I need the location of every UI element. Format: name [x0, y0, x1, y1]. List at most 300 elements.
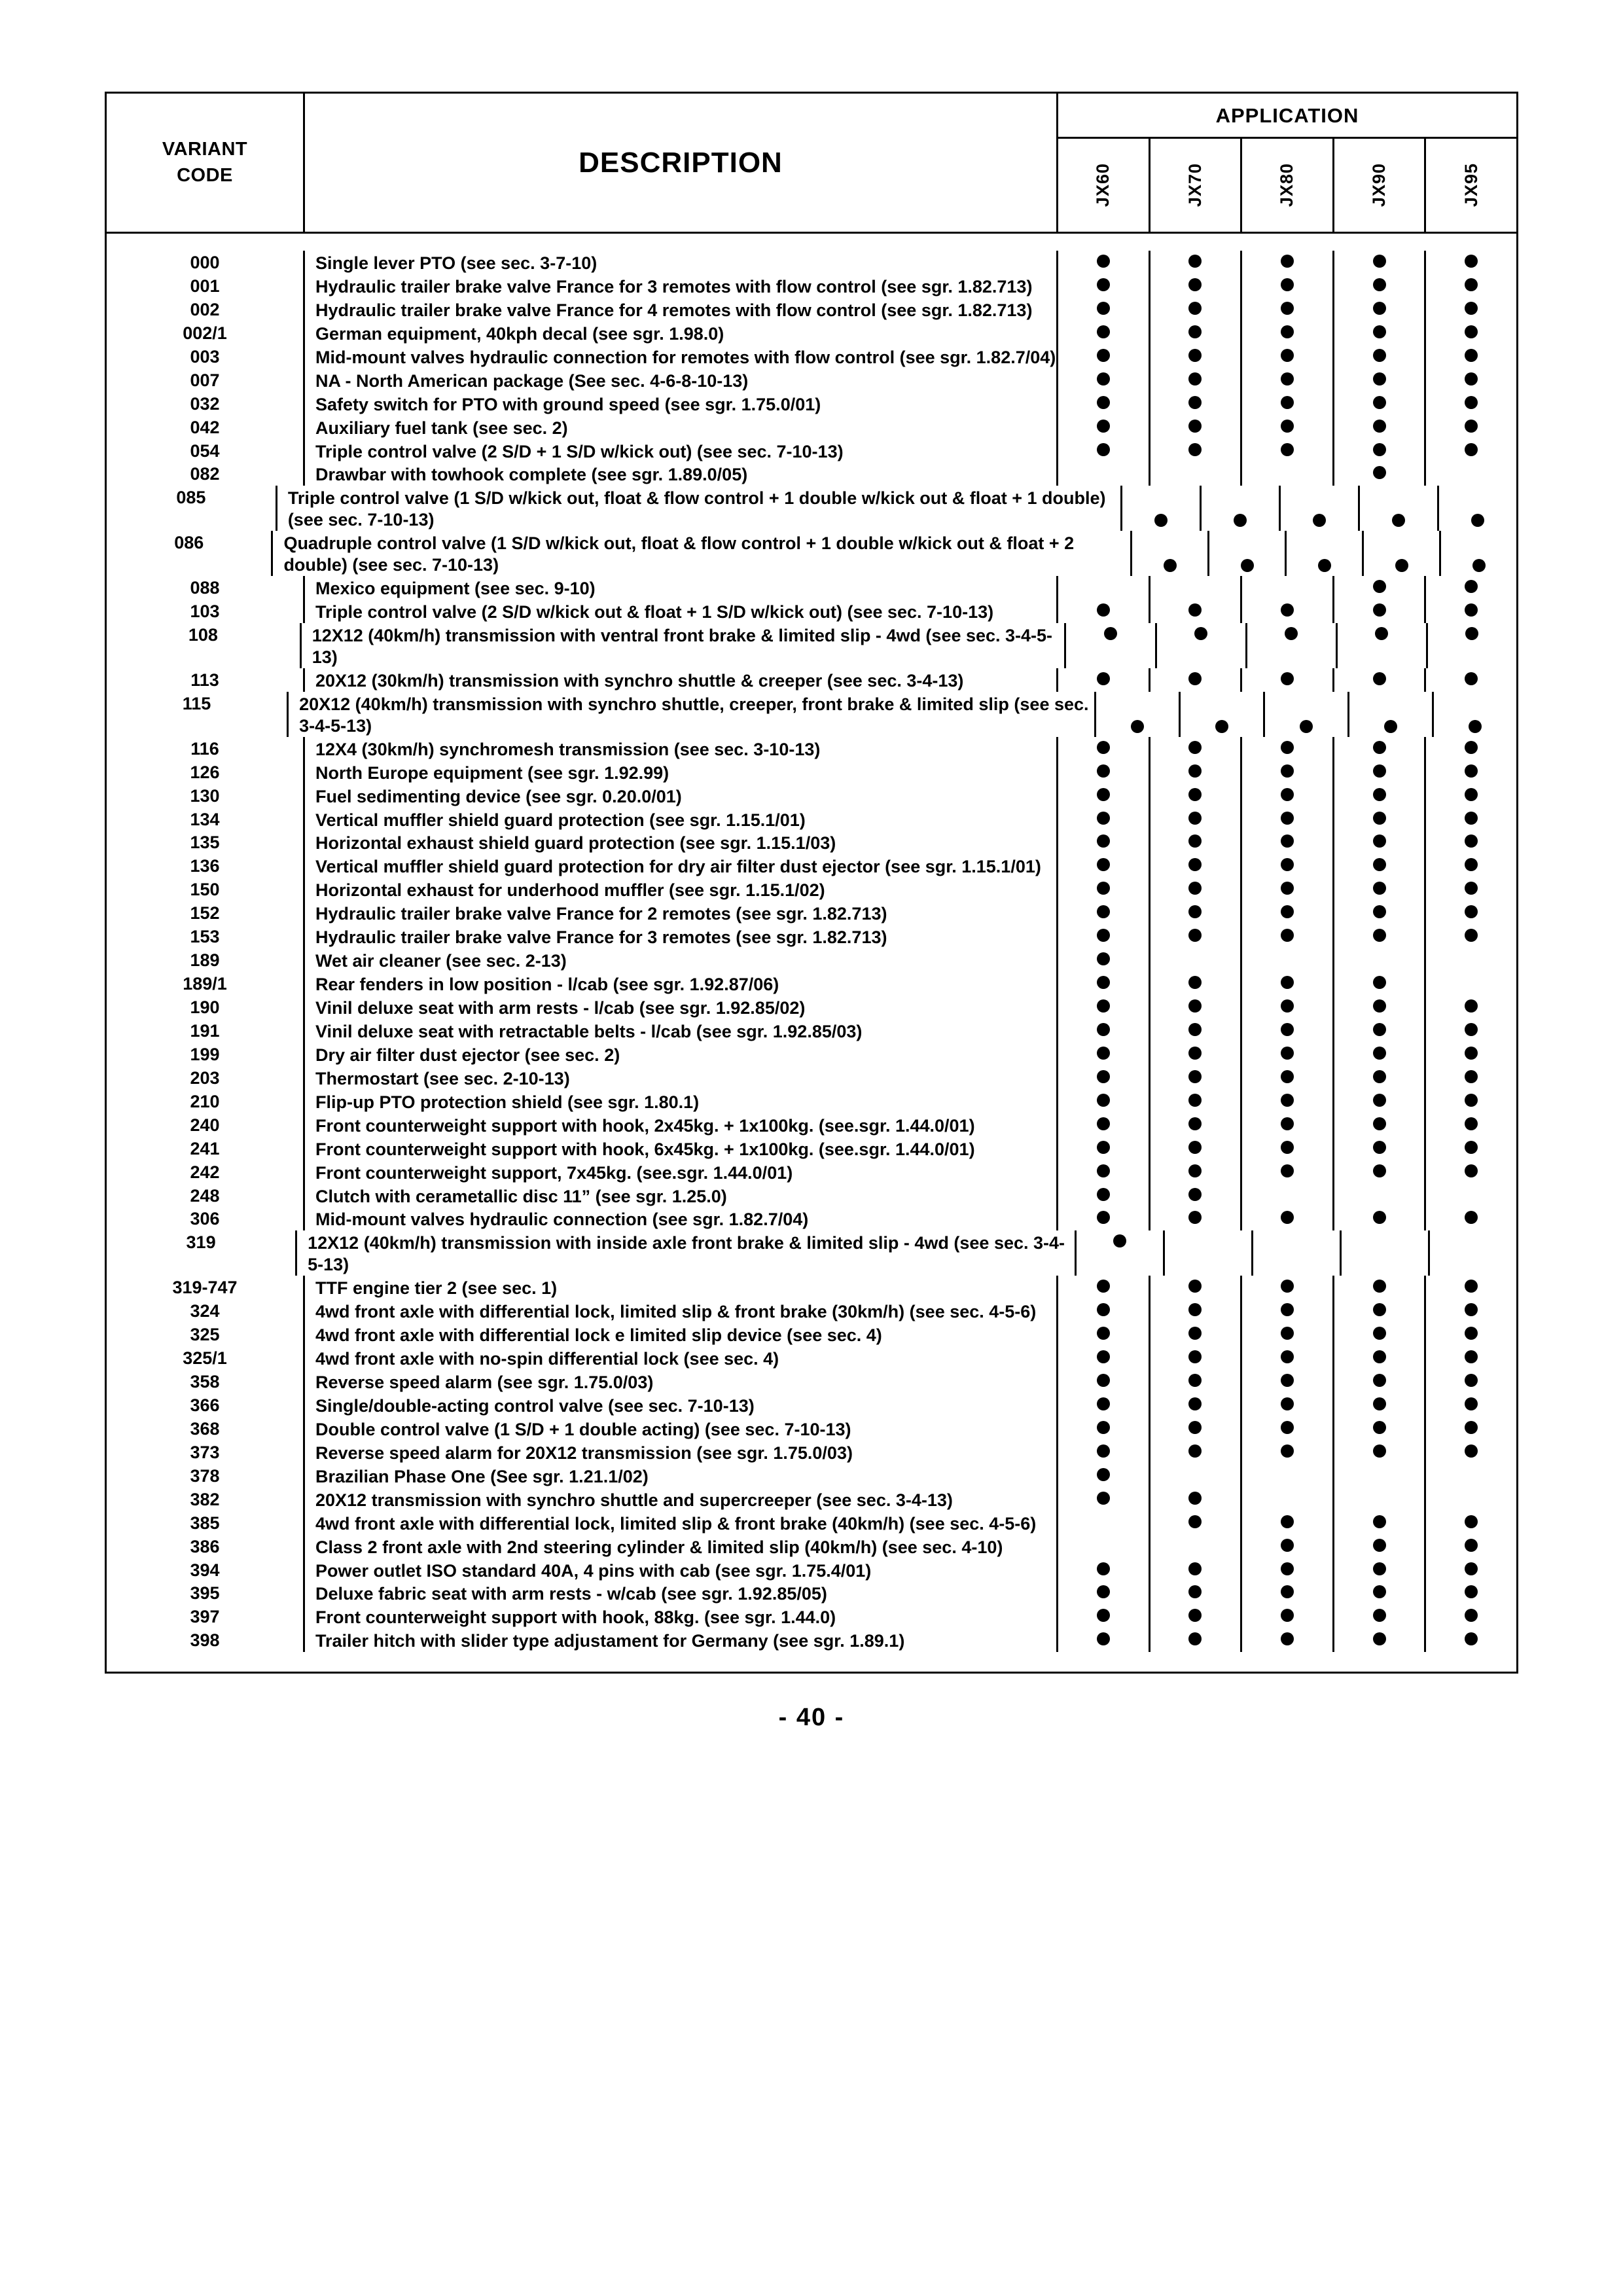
application-mark-jx80 [1242, 1137, 1334, 1160]
application-mark-jx70 [1150, 1184, 1243, 1208]
dot-icon [1188, 1632, 1202, 1645]
application-mark-jx90 [1334, 808, 1427, 831]
dot-icon [1465, 1164, 1478, 1177]
dot-icon [1188, 1585, 1202, 1598]
application-mark-jx60 [1058, 1346, 1150, 1370]
table-row [107, 1628, 1516, 1652]
dot-icon [1373, 1562, 1386, 1575]
application-mark-jx90 [1334, 1323, 1427, 1346]
table-row [107, 1346, 1516, 1370]
body-top-spacer [107, 234, 1516, 251]
application-mark-jx60 [1058, 737, 1150, 761]
application-mark-jx60 [1058, 439, 1150, 463]
table-row [107, 416, 1516, 439]
application-mark-jx95 [1426, 1184, 1516, 1208]
dot-icon [1373, 1164, 1386, 1177]
dot-icon [1188, 812, 1202, 825]
dot-icon [1188, 1492, 1202, 1505]
application-mark-jx95 [1426, 1276, 1516, 1299]
dot-icon [1281, 1539, 1294, 1552]
dot-icon [1465, 999, 1478, 1013]
dot-icon [1188, 1280, 1202, 1293]
header-model-label: JX80 [1277, 163, 1297, 207]
header-model-label: JX60 [1093, 163, 1113, 207]
application-mark-jx80 [1242, 392, 1334, 416]
dot-icon [1164, 559, 1177, 572]
dot-icon [1465, 1609, 1478, 1622]
dot-icon [1188, 999, 1202, 1013]
dot-icon [1373, 1070, 1386, 1083]
application-mark-jx90 [1334, 1043, 1427, 1066]
variant-code-cell: 113 [190, 670, 219, 690]
application-mark-jx70 [1150, 251, 1243, 274]
dot-icon [1373, 1397, 1386, 1410]
application-mark-jx90 [1334, 1160, 1427, 1184]
dot-icon [1373, 302, 1386, 315]
application-mark-jx70 [1150, 1323, 1243, 1346]
application-marks [1058, 416, 1516, 439]
application-mark-jx80 [1242, 321, 1334, 345]
application-mark-jx95 [1441, 531, 1516, 576]
header-variant-line2: CODE [177, 164, 233, 186]
application-mark-jx70 [1150, 1043, 1243, 1066]
application-mark-jx70 [1150, 1019, 1243, 1043]
dot-icon [1281, 1444, 1294, 1458]
description-cell: 12X4 (30km/h) synchromesh transmission (see sec. 3-10-13) [303, 737, 1058, 761]
dot-icon [1188, 1070, 1202, 1083]
description-cell: German equipment, 40kph decal (see sgr. 1.98.0) [303, 321, 1058, 345]
description-cell: Single/double-acting control valve (see sec. 7-10-13) [303, 1393, 1058, 1417]
application-mark-jx60 [1058, 298, 1150, 321]
application-marks [1058, 298, 1516, 321]
application-mark-jx95 [1426, 1370, 1516, 1393]
application-mark-jx90 [1334, 1066, 1427, 1090]
dot-icon [1188, 1094, 1202, 1107]
application-mark-jx70 [1202, 486, 1281, 531]
table-row [107, 1370, 1516, 1393]
application-marks [1058, 1417, 1516, 1441]
dot-icon [1097, 1468, 1110, 1481]
dot-icon [1097, 788, 1110, 801]
header-model-label: JX95 [1461, 163, 1481, 207]
application-mark-jx80 [1242, 345, 1334, 368]
dot-icon [1097, 882, 1110, 895]
application-mark-jx80 [1242, 1043, 1334, 1066]
dot-icon [1097, 372, 1110, 386]
application-marks [1058, 1066, 1516, 1090]
header-model-label: JX90 [1369, 163, 1389, 207]
dot-icon [1465, 741, 1478, 754]
header-model-jx95 [1426, 139, 1516, 232]
application-marks [1058, 878, 1516, 901]
header-description: DESCRIPTION [304, 93, 1058, 233]
dot-icon [1097, 672, 1110, 685]
dot-icon [1373, 1047, 1386, 1060]
application-mark-jx95 [1426, 761, 1516, 784]
application-mark-jx80 [1265, 692, 1349, 737]
application-mark-jx95 [1426, 972, 1516, 996]
table-row [107, 1393, 1516, 1417]
application-mark-jx90 [1334, 1417, 1427, 1441]
dot-icon [1097, 1303, 1110, 1316]
empty-cell [1097, 580, 1110, 593]
header-model-jx90 [1334, 139, 1427, 232]
application-mark-jx95 [1428, 623, 1516, 668]
table-row [107, 368, 1516, 392]
dot-icon [1097, 1164, 1110, 1177]
dot-icon [1465, 1141, 1478, 1154]
description-cell: Double control valve (1 S/D + 1 double acting) (see sec. 7-10-13) [303, 1417, 1058, 1441]
application-mark-jx70 [1150, 972, 1243, 996]
application-mark-jx70 [1165, 1230, 1253, 1276]
application-marks [1058, 1276, 1516, 1299]
application-mark-jx70 [1209, 531, 1287, 576]
empty-cell [1373, 952, 1386, 965]
application-marks [1096, 692, 1516, 737]
dot-icon [1097, 741, 1110, 754]
application-mark-jx90 [1334, 1370, 1427, 1393]
application-mark-jx60 [1077, 1230, 1165, 1276]
dot-icon [1373, 999, 1386, 1013]
application-mark-jx70 [1150, 1488, 1243, 1511]
application-mark-jx80 [1242, 439, 1334, 463]
table-row [107, 531, 1516, 576]
application-mark-jx60 [1058, 1184, 1150, 1208]
description-cell: Single lever PTO (see sec. 3-7-10) [303, 251, 1058, 274]
empty-cell [1465, 1492, 1478, 1505]
application-mark-jx60 [1058, 1535, 1150, 1558]
dot-icon [1188, 302, 1202, 315]
dot-icon [1465, 1211, 1478, 1224]
application-mark-jx80 [1242, 1558, 1334, 1582]
dot-icon [1188, 882, 1202, 895]
application-mark-jx90 [1334, 1207, 1427, 1230]
application-marks [1058, 1628, 1516, 1652]
empty-cell [1290, 1234, 1303, 1247]
application-mark-jx90 [1334, 1276, 1427, 1299]
application-mark-jx80 [1242, 948, 1334, 972]
header-model-label: JX70 [1185, 163, 1205, 207]
header-model-jx70 [1150, 139, 1243, 232]
dot-icon [1465, 764, 1478, 778]
dot-icon [1281, 1374, 1294, 1387]
application-mark-jx80 [1242, 996, 1334, 1019]
application-mark-jx60 [1058, 576, 1150, 600]
application-mark-jx80 [1242, 1511, 1334, 1535]
dot-icon [1188, 764, 1202, 778]
table-row [107, 392, 1516, 416]
dot-icon [1113, 1234, 1126, 1247]
application-marks [1058, 1137, 1516, 1160]
application-mark-jx95 [1426, 1019, 1516, 1043]
application-mark-jx95 [1426, 1393, 1516, 1417]
dot-icon [1097, 858, 1110, 871]
application-mark-jx60 [1058, 1370, 1150, 1393]
description-cell: Flip-up PTO protection shield (see sgr. 1.80.1) [303, 1090, 1058, 1113]
dot-icon [1097, 1585, 1110, 1598]
dot-icon [1097, 834, 1110, 848]
dot-icon [1097, 812, 1110, 825]
application-mark-jx60 [1058, 1090, 1150, 1113]
dot-icon [1241, 559, 1254, 572]
dot-icon [1188, 1515, 1202, 1528]
application-mark-jx70 [1150, 1090, 1243, 1113]
empty-cell [1378, 1234, 1391, 1247]
variant-code-cell: 203 [190, 1067, 220, 1088]
table-row [107, 831, 1516, 854]
variant-code-cell: 306 [190, 1209, 220, 1229]
application-mark-jx80 [1242, 1160, 1334, 1184]
application-mark-jx90 [1349, 692, 1434, 737]
application-mark-jx95 [1426, 439, 1516, 463]
application-mark-jx90 [1334, 1581, 1427, 1605]
application-mark-jx70 [1150, 1066, 1243, 1090]
application-mark-jx95 [1426, 1323, 1516, 1346]
dot-icon [1097, 325, 1110, 338]
application-marks [1058, 462, 1516, 486]
application-mark-jx70 [1150, 925, 1243, 948]
dot-icon [1395, 559, 1408, 572]
table-row [107, 1230, 1516, 1276]
dot-icon [1188, 420, 1202, 433]
application-mark-jx95 [1426, 1605, 1516, 1628]
dot-icon [1465, 858, 1478, 871]
table-row [107, 901, 1516, 925]
application-mark-jx95 [1426, 1511, 1516, 1535]
dot-icon [1465, 1444, 1478, 1458]
dot-icon [1188, 603, 1202, 617]
description-cell: Reverse speed alarm (see sgr. 1.75.0/03) [303, 1370, 1058, 1393]
dot-icon [1188, 255, 1202, 268]
dot-icon [1472, 559, 1486, 572]
application-mark-jx70 [1150, 948, 1243, 972]
application-mark-jx90 [1338, 623, 1428, 668]
empty-cell [1281, 466, 1294, 479]
variant-code-cell: 189 [190, 950, 220, 971]
application-mark-jx60 [1058, 761, 1150, 784]
description-cell: Quadruple control valve (1 S/D w/kick out, float & flow control + 1 double w/kick out & float + 2 double) (see sec. 7-10-13) [271, 531, 1132, 576]
dot-icon [1097, 1374, 1110, 1387]
variant-code-cell: 135 [190, 833, 220, 853]
dot-icon [1097, 905, 1110, 918]
application-marks [1058, 1160, 1516, 1184]
application-mark-jx70 [1150, 1441, 1243, 1464]
table-row [107, 298, 1516, 321]
application-marks [1058, 784, 1516, 808]
application-mark-jx95 [1426, 1346, 1516, 1370]
dot-icon [1373, 1023, 1386, 1036]
dot-icon [1465, 1562, 1478, 1575]
application-marks [1058, 831, 1516, 854]
application-mark-jx80 [1242, 878, 1334, 901]
application-mark-jx95 [1426, 948, 1516, 972]
application-mark-jx70 [1150, 1113, 1243, 1137]
application-mark-jx95 [1426, 831, 1516, 854]
application-mark-jx80 [1242, 1346, 1334, 1370]
dot-icon [1281, 788, 1294, 801]
application-marks [1058, 901, 1516, 925]
description-cell: 20X12 transmission with synchro shuttle and supercreeper (see sec. 3-4-13) [303, 1488, 1058, 1511]
description-cell: NA - North American package (See sec. 4-6-8-10-13) [303, 368, 1058, 392]
application-mark-jx60 [1058, 462, 1150, 486]
dot-icon [1465, 1094, 1478, 1107]
dot-icon [1373, 349, 1386, 362]
application-mark-jx80 [1242, 972, 1334, 996]
variant-codes-table [105, 92, 1518, 1674]
table-row [107, 854, 1516, 878]
variant-code-cell: 319 [186, 1232, 216, 1253]
application-mark-jx60 [1058, 600, 1150, 623]
table-row [107, 878, 1516, 901]
application-mark-jx80 [1242, 462, 1334, 486]
application-mark-jx90 [1334, 298, 1427, 321]
variant-code-cell: 085 [176, 488, 206, 508]
application-mark-jx95 [1426, 416, 1516, 439]
application-mark-jx60 [1058, 925, 1150, 948]
application-mark-jx95 [1426, 901, 1516, 925]
dot-icon [1465, 929, 1478, 942]
application-mark-jx95 [1426, 1207, 1516, 1230]
description-cell: Mid-mount valves hydraulic connection for remotes with flow control (see sgr. 1.82.7/04) [303, 345, 1058, 368]
application-mark-jx95 [1426, 1137, 1516, 1160]
table-row [107, 761, 1516, 784]
application-mark-jx70 [1150, 274, 1243, 298]
dot-icon [1281, 372, 1294, 386]
application-mark-jx70 [1150, 345, 1243, 368]
application-mark-jx80 [1242, 1184, 1334, 1208]
application-marks [1058, 1207, 1516, 1230]
application-mark-jx95 [1426, 1488, 1516, 1511]
application-mark-jx70 [1150, 368, 1243, 392]
dot-icon [1465, 1117, 1478, 1130]
table-row [107, 1090, 1516, 1113]
application-mark-jx60 [1058, 1160, 1150, 1184]
dot-icon [1188, 278, 1202, 291]
table-row [107, 1184, 1516, 1208]
table-row [107, 692, 1516, 737]
application-mark-jx60 [1058, 1113, 1150, 1137]
variant-code-cell: 136 [190, 856, 220, 876]
dot-icon [1281, 443, 1294, 456]
application-mark-jx70 [1150, 600, 1243, 623]
dot-icon [1154, 514, 1168, 527]
application-mark-jx70 [1150, 996, 1243, 1019]
application-mark-jx90 [1334, 274, 1427, 298]
table-row [107, 925, 1516, 948]
empty-cell [1465, 1188, 1478, 1201]
application-mark-jx95 [1426, 1299, 1516, 1323]
dot-icon [1097, 1562, 1110, 1575]
application-mark-jx80 [1242, 668, 1334, 692]
dot-icon [1373, 1094, 1386, 1107]
application-mark-jx60 [1058, 1207, 1150, 1230]
application-mark-jx60 [1058, 1488, 1150, 1511]
application-mark-jx95 [1426, 274, 1516, 298]
application-mark-jx60 [1058, 345, 1150, 368]
application-mark-jx60 [1058, 274, 1150, 298]
application-mark-jx90 [1334, 737, 1427, 761]
variant-code-cell: 108 [188, 625, 218, 645]
dot-icon [1188, 396, 1202, 409]
header-model-columns [1058, 139, 1516, 232]
application-mark-jx90 [1334, 1628, 1427, 1652]
application-mark-jx90 [1334, 1346, 1427, 1370]
dot-icon [1097, 420, 1110, 433]
dot-icon [1465, 1539, 1478, 1552]
application-marks [1058, 1488, 1516, 1511]
application-mark-jx80 [1242, 1276, 1334, 1299]
application-mark-jx70 [1150, 576, 1243, 600]
description-cell: 20X12 (40km/h) transmission with synchro shuttle, creeper, front brake & limited slip (see sec. 3-4-5-13) [287, 692, 1096, 737]
application-mark-jx90 [1334, 1488, 1427, 1511]
application-mark-jx90 [1334, 251, 1427, 274]
variant-code-cell: 210 [190, 1091, 220, 1111]
dot-icon [1373, 812, 1386, 825]
dot-icon [1188, 1141, 1202, 1154]
dot-icon [1188, 1374, 1202, 1387]
application-marks [1058, 1370, 1516, 1393]
dot-icon [1373, 396, 1386, 409]
table-row [107, 600, 1516, 623]
application-mark-jx95 [1434, 692, 1516, 737]
application-marks [1058, 576, 1516, 600]
dot-icon [1373, 741, 1386, 754]
table-row [107, 1464, 1516, 1488]
variant-code-cell: 042 [190, 417, 220, 437]
application-mark-jx80 [1242, 808, 1334, 831]
application-marks [1058, 737, 1516, 761]
table-row [107, 1488, 1516, 1511]
dot-icon [1384, 720, 1397, 733]
dot-icon [1465, 627, 1478, 640]
dot-icon [1281, 905, 1294, 918]
dot-icon [1097, 1444, 1110, 1458]
description-cell: Triple control valve (1 S/D w/kick out, float & flow control + 1 double w/kick out & float + 1 double) (see sec. 7-10-13) [276, 486, 1123, 531]
application-mark-jx90 [1360, 486, 1439, 531]
body-bottom-spacer [107, 1652, 1516, 1672]
application-mark-jx70 [1150, 784, 1243, 808]
dot-icon [1188, 834, 1202, 848]
application-mark-jx95 [1426, 878, 1516, 901]
variant-code-cell: 002/1 [183, 323, 227, 343]
application-mark-jx95 [1426, 345, 1516, 368]
dot-icon [1465, 1047, 1478, 1060]
table-row [107, 1299, 1516, 1323]
dot-icon [1465, 672, 1478, 685]
table-row [107, 1511, 1516, 1535]
application-mark-jx90 [1334, 1113, 1427, 1137]
dot-icon [1281, 834, 1294, 848]
header-model-jx80 [1242, 139, 1334, 232]
application-mark-jx95 [1426, 1066, 1516, 1090]
dot-icon [1465, 834, 1478, 848]
application-mark-jx60 [1058, 1137, 1150, 1160]
dot-icon [1097, 603, 1110, 617]
description-cell: Vertical muffler shield guard protection (see sgr. 1.15.1/01) [303, 808, 1058, 831]
dot-icon [1373, 882, 1386, 895]
dot-icon [1373, 788, 1386, 801]
application-mark-jx60 [1058, 996, 1150, 1019]
application-mark-jx95 [1426, 1535, 1516, 1558]
variant-code-cell: 368 [190, 1418, 220, 1439]
dot-icon [1281, 1609, 1294, 1622]
dot-icon [1281, 396, 1294, 409]
description-cell: 4wd front axle with no-spin differential lock (see sec. 4) [303, 1346, 1058, 1370]
description-cell: Drawbar with towhook complete (see sgr. 1.89.0/05) [303, 462, 1058, 486]
application-mark-jx80 [1242, 576, 1334, 600]
dot-icon [1188, 349, 1202, 362]
dot-icon [1188, 372, 1202, 386]
